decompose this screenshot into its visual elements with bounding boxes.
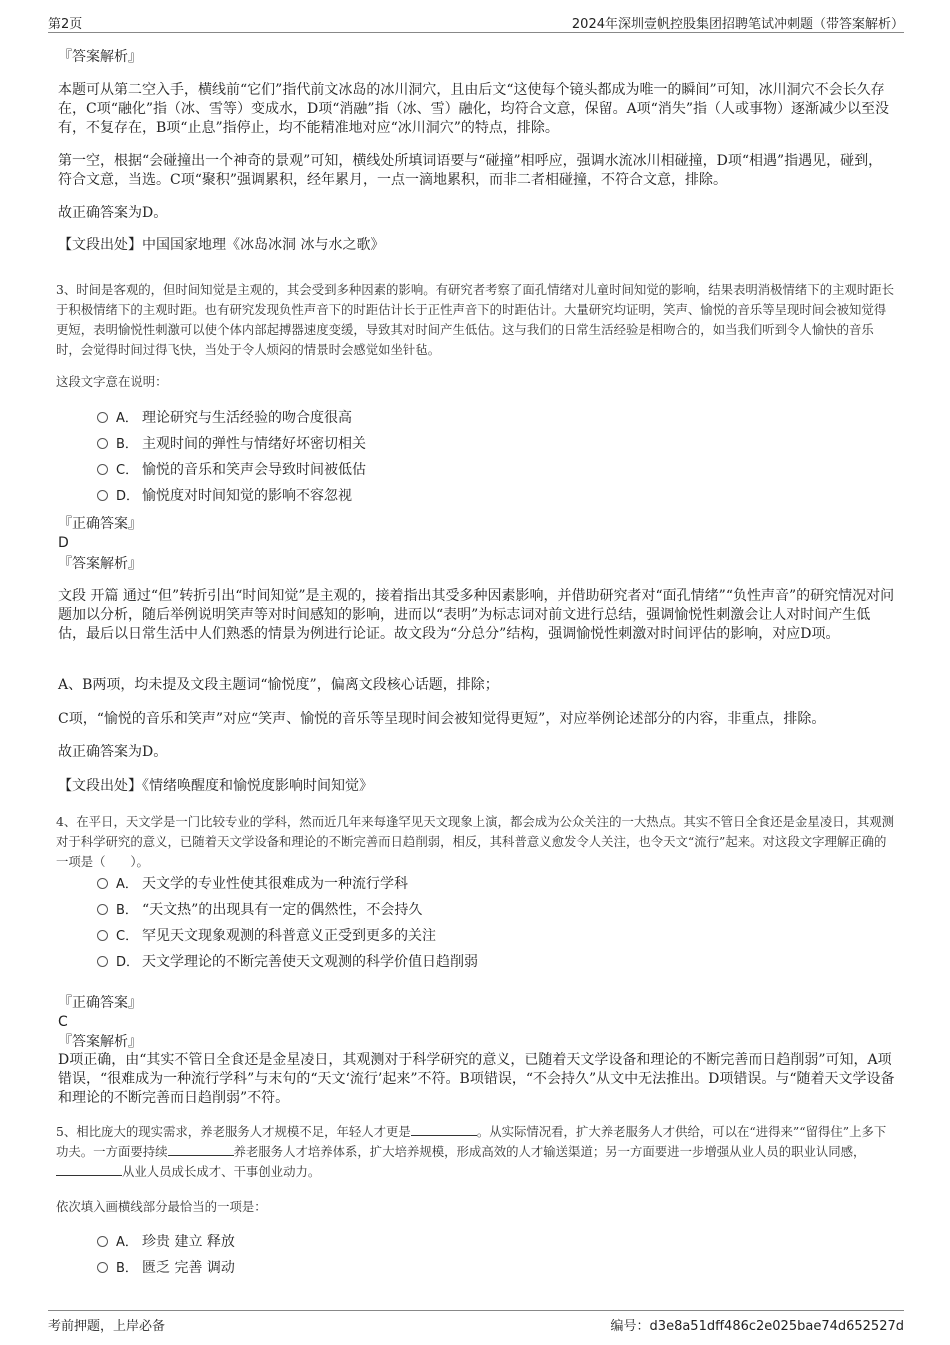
radio-icon[interactable] <box>97 438 108 449</box>
q2-analysis-p3: 故正确答案为D。 <box>58 205 168 221</box>
fill-blank-3[interactable] <box>56 1163 122 1176</box>
q3-analysis-p2: A、B两项，均未提及文段主题词“愉悦度”，偏离文段核心话题，排除； <box>58 677 499 693</box>
q4-correct-label: 『正确答案』 <box>58 995 142 1011</box>
radio-icon[interactable] <box>97 930 108 941</box>
q3-correct-label: 『正确答案』 <box>58 516 142 532</box>
page-header <box>48 12 904 33</box>
q3-answer: D <box>58 535 69 551</box>
radio-icon[interactable] <box>97 904 108 915</box>
fill-blank-2[interactable] <box>168 1143 234 1156</box>
page-footer <box>48 1310 904 1333</box>
q4-option-d[interactable]: D． 天文学理论的不断完善使天文观测的科学价值日趋削弱 <box>97 952 478 973</box>
footer-slogan: 考前押题，上岸必备 <box>48 1319 166 1334</box>
radio-icon[interactable] <box>97 956 108 967</box>
q3-stem: 3、时间是客观的，但时间知觉是主观的，其会受到多种因素的影响。有研究者考察了面孔情绪对儿童时间知觉的影响，结果表明消极情绪下的主观时距长于积极情绪下的主观时距。也有研究发现负性声音下的时距估计长于正性声音下的时距估计。大量研究均证明，笑声、愉悦的音乐等呈现时间会被知觉得更短，表明愉悦性刺激可以使个体内部起搏器速度变缓，导致其对时间产生低估。这与我们的日常生活经验是相吻合的，如当我们听到令人愉快的音乐时，会觉得时间过得飞快，当处于令人烦闷的情景时会感觉如坐针毡。 <box>56 282 895 357</box>
radio-icon[interactable] <box>97 1236 108 1247</box>
q3-source: 【文段出处】《情绪唤醒度和愉悦度影响时间知觉》 <box>58 778 373 794</box>
q2-analysis-p2: 第一空，根据“会碰撞出一个神奇的景观”可知，横线处所填词语要与“碰撞”相呼应，强调水流冰川相碰撞，D项“相遇”指遇见，碰到，符合文意，当选。C项“聚积”强调累积，经年累月，一点一滴地累积，而非二者相碰撞，不符合文意，排除。 <box>58 153 883 188</box>
q5-stem: 5、相比庞大的现实需求，养老服务人才规模不足，年轻人才更是 。从实际情况看，扩大养老服务人才供给，可以在“进得来”“留得住”上多下功夫。一方面要持续 养老服务人才培养体系，扩大培养规模，形成高效的人才输送渠道；另一方面要进一步增强从业人员的职业认同感，从业人员成长成才、干事创业动力。 <box>56 1124 887 1179</box>
radio-icon[interactable] <box>97 464 108 475</box>
q4-analysis-label: 『答案解析』 <box>58 1034 142 1050</box>
q4-option-a[interactable]: A． 天文学的专业性使其很难成为一种流行学科 <box>97 874 408 895</box>
q5-prompt: 依次填入画横线部分最恰当的一项是： <box>56 1199 267 1214</box>
radio-icon[interactable] <box>97 490 108 501</box>
radio-icon[interactable] <box>97 878 108 889</box>
page-number: 第2页 <box>48 17 83 32</box>
q2-analysis-label: 『答案解析』 <box>58 49 142 65</box>
q3-prompt: 这段文字意在说明： <box>56 374 168 389</box>
q3-option-b[interactable]: B． 主观时间的弹性与情绪好坏密切相关 <box>97 434 366 455</box>
fill-blank-1[interactable] <box>411 1123 477 1136</box>
q3-analysis-p1: 文段 开篇 通过“但”转折引出“时间知觉”是主观的，接着指出其受多种因素影响，并借助研究者对“面孔情绪”“负性声音”的研究情况对问题加以分析，随后举例说明笑声等对时间感知的影响，进而以“表明”为标志词对前文进行总结，强调愉悦性刺激会让人对时间产生低估，最后以日常生活中人们熟悉的情景为例进行论证。故文段为“分总分”结构，强调愉悦性刺激对时间评估的影响，对应D项。 <box>58 588 895 642</box>
q5-option-b[interactable]: B． 匮乏 完善 调动 <box>97 1258 235 1279</box>
q2-analysis-p1: 本题可从第二空入手，横线前“它们”指代前文冰岛的冰川洞穴，且由后文“这使每个镜头都成为唯一的瞬间”可知，冰川洞穴不会长久存在，C项“融化”指（冰、雪等）变成水，D项“消融”指（冰、雪）融化，均符合文意，保留。A项“消失”指（人或事物）逐渐减少以至没有，不复存在，B项“止息”指停止，均不能精准地对应“冰川洞穴”的特点，排除。 <box>58 82 889 136</box>
q3-option-d[interactable]: D． 愉悦度对时间知觉的影响不容忽视 <box>97 486 352 507</box>
q4-stem: 4、在平日，天文学是一门比较专业的学科，然而近几年来每逢罕见天文现象上演，都会成为公众关注的一大热点。其实不管日全食还是金星凌日，其观测对于科学研究的意义，已随着天文学设备和理论的不断完善而日趋削弱，相反，其科普意义愈发令人关注，也令天文“流行”起来。对这段文字理解正确的一项是（ ）。 <box>56 814 895 869</box>
q3-option-c[interactable]: C． 愉悦的音乐和笑声会导致时间被低估 <box>97 460 366 481</box>
radio-icon[interactable] <box>97 412 108 423</box>
q3-analysis-p3: C项，“愉悦的音乐和笑声”对应“笑声、愉悦的音乐等呈现时间会被知觉得更短”，对应举例论述部分的内容，非重点，排除。 <box>58 711 826 727</box>
q3-analysis-p4: 故正确答案为D。 <box>58 744 168 760</box>
q4-option-c[interactable]: C． 罕见天文现象观测的科普意义正受到更多的关注 <box>97 926 436 947</box>
q4-answer: C <box>58 1014 68 1030</box>
q2-source: 【文段出处】中国国家地理《冰岛冰洞 冰与水之歌》 <box>58 237 385 253</box>
q4-analysis-p1: D项正确，由“其实不管日全食还是金星凌日，其观测对于科学研究的意义，已随着天文学设备和理论的不断完善而日趋削弱”可知，A项错误，“很难成为一种流行学科”与末句的“天文‘流行’起来”不符。B项错误，“不会持久”从文中无法推出。D项错误。与“随着天文学设备和理论的不断完善而日趋削弱”不符。 <box>58 1052 895 1106</box>
q5-option-a[interactable]: A． 珍贵 建立 释放 <box>97 1232 235 1253</box>
q3-analysis-label: 『答案解析』 <box>58 556 142 572</box>
radio-icon[interactable] <box>97 1262 108 1273</box>
q3-option-a[interactable]: A． 理论研究与生活经验的吻合度很高 <box>97 408 352 429</box>
document-id: 编号：d3e8a51dff486c2e025bae74d652527d <box>610 1319 904 1334</box>
q4-option-b[interactable]: B． “天文热”的出现具有一定的偶然性，不会持久 <box>97 900 422 921</box>
document-title: 2024年深圳壹帆控股集团招聘笔试冲刺题（带答案解析） <box>571 17 904 32</box>
